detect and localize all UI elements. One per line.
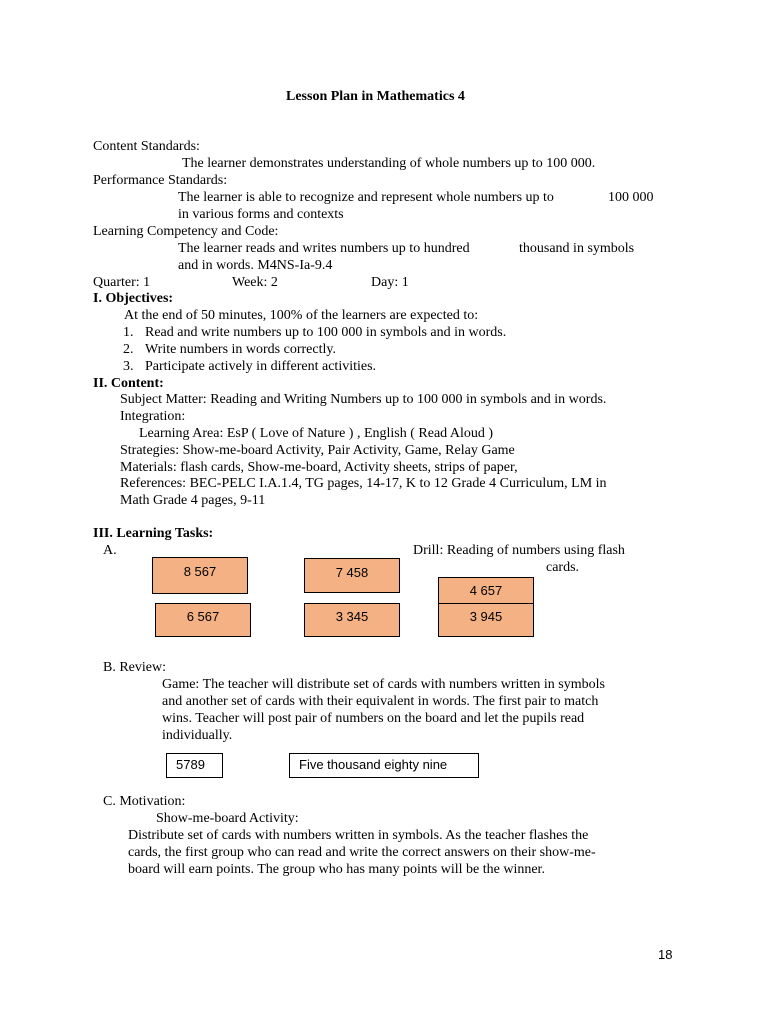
tasks-heading: III. Learning Tasks: (93, 526, 214, 541)
review-label: B. Review: (103, 660, 166, 675)
review-line: individually. (162, 728, 233, 743)
flash-card: 8 567 (152, 557, 248, 594)
page-number: 18 (658, 947, 673, 962)
objective-item: Read and write numbers up to 100 000 in symbols and in words. (145, 325, 507, 340)
performance-standards-line1: The learner is able to recognize and represent whole numbers up to (178, 190, 554, 205)
competency-line1: The learner reads and writes numbers up to hundred (178, 241, 470, 256)
review-line: wins. Teacher will post pair of numbers on the board and let the pupils read (162, 711, 585, 726)
motivation-line: Distribute set of cards with numbers written in symbols. As the teacher flashes the (128, 828, 589, 843)
review-number-card: 5789 (166, 753, 223, 778)
competency-label: Learning Competency and Code: (93, 224, 279, 239)
performance-standards-line1-tail: 100 000 (608, 190, 654, 205)
flash-card: 3 945 (438, 603, 534, 637)
quarter: Quarter: 1 (93, 275, 151, 290)
page-title: Lesson Plan in Mathematics 4 (286, 89, 465, 104)
drill-line2: cards. (546, 560, 580, 575)
review-line: Game: The teacher will distribute set of cards with numbers written in symbols (162, 677, 605, 692)
day: Day: 1 (371, 275, 409, 290)
integration-label: Integration: (120, 409, 186, 424)
week: Week: 2 (232, 275, 278, 290)
objective-number: 2. (123, 342, 134, 357)
strategies: Strategies: Show-me-board Activity, Pair Activity, Game, Relay Game (120, 443, 515, 458)
content-standards-text: The learner demonstrates understanding of whole numbers up to 100 000. (182, 156, 596, 171)
flash-card: 4 657 (438, 577, 534, 604)
objectives-heading: I. Objectives: (93, 291, 174, 306)
drill-line1: Drill: Reading of numbers using flash (413, 543, 625, 558)
objective-item: Write numbers in words correctly. (145, 342, 336, 357)
competency-line2: and in words. M4NS-Ia-9.4 (178, 258, 333, 273)
motivation-label: C. Motivation: (103, 794, 186, 809)
flash-card: 6 567 (155, 603, 251, 637)
motivation-line: cards, the first group who can read and write the correct answers on their show-me- (128, 845, 596, 860)
subject-matter: Subject Matter: Reading and Writing Numbers up to 100 000 in symbols and in words. (120, 392, 607, 407)
task-a-letter: A. (103, 543, 117, 558)
competency-line1-tail: thousand in symbols (519, 241, 635, 256)
review-line: and another set of cards with their equivalent in words. The first pair to match (162, 694, 599, 709)
content-heading: II. Content: (93, 376, 164, 391)
flash-card: 3 345 (304, 603, 400, 637)
learning-area: Learning Area: EsP ( Love of Nature ) , English ( Read Aloud ) (139, 426, 494, 441)
review-words-card: Five thousand eighty nine (289, 753, 479, 778)
performance-standards-line2: in various forms and contexts (178, 207, 344, 222)
content-standards-label: Content Standards: (93, 139, 200, 154)
objective-number: 3. (123, 359, 134, 374)
objective-item: Participate actively in different activities. (145, 359, 377, 374)
motivation-line: board will earn points. The group who has many points will be the winner. (128, 862, 545, 877)
materials: Materials: flash cards, Show-me-board, Activity sheets, strips of paper, (120, 460, 518, 475)
activity-label: Show-me-board Activity: (156, 811, 299, 826)
flash-card: 7 458 (304, 558, 400, 593)
objective-number: 1. (123, 325, 134, 340)
performance-standards-label: Performance Standards: (93, 173, 228, 188)
references-line1: References: BEC-PELC I.A.1.4, TG pages, 14-17, K to 12 Grade 4 Curriculum, LM in (120, 476, 607, 491)
references-line2: Math Grade 4 pages, 9-11 (120, 493, 266, 508)
objectives-intro: At the end of 50 minutes, 100% of the learners are expected to: (124, 308, 479, 323)
